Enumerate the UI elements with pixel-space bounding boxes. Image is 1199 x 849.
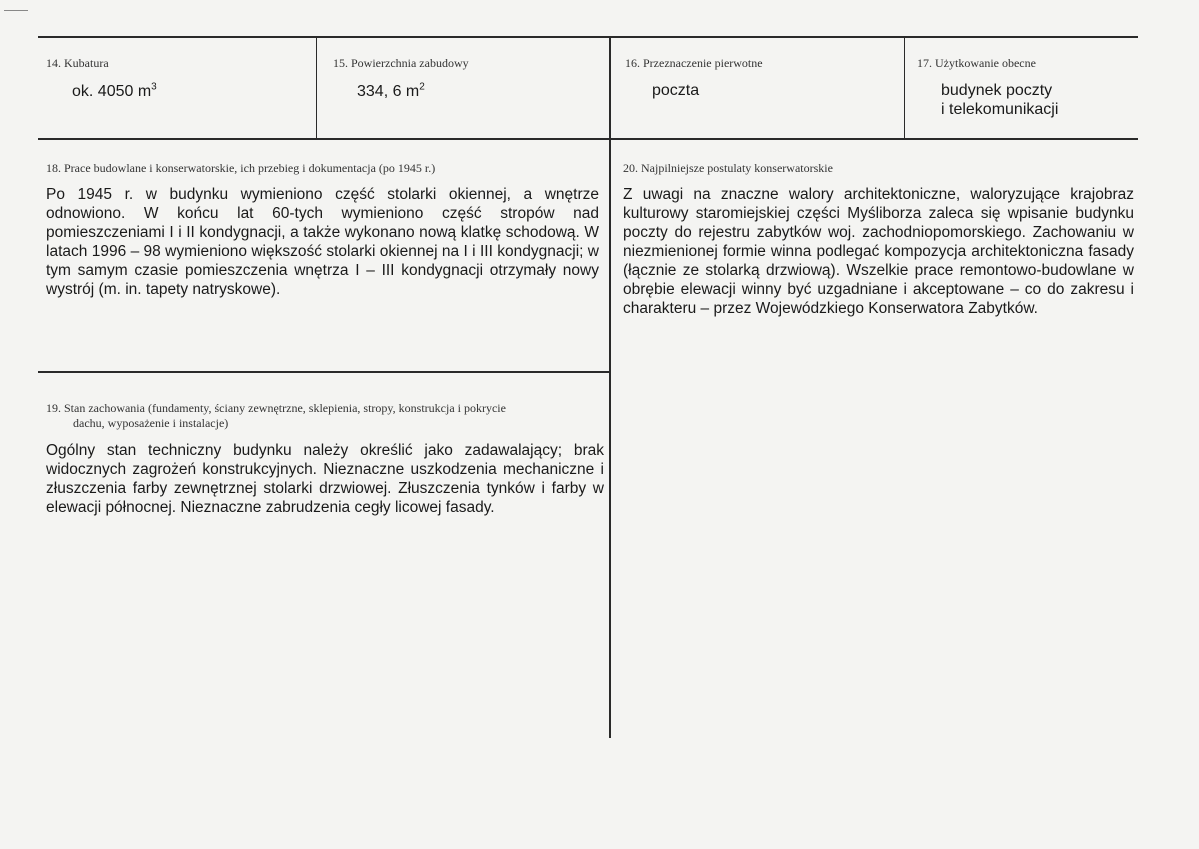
kubatura-value-sup: 3 (151, 81, 157, 93)
cell-divider-2 (609, 36, 611, 738)
powierzchnia-value-main: 334, 6 m (357, 83, 420, 100)
powierzchnia-value-sup: 2 (419, 81, 425, 93)
uzytkowanie-label: 17. Użytkowanie obecne (917, 56, 1036, 70)
przeznaczenie-value: poczta (652, 82, 700, 99)
uzytkowanie-value-line1: budynek poczty (941, 82, 1053, 99)
corner-mark (4, 10, 28, 11)
kubatura-value (72, 82, 157, 101)
cell-divider-1 (316, 36, 317, 140)
header-row-bottom-rule (38, 138, 1138, 140)
kubatura-value-main: ok. 4050 m (72, 83, 152, 100)
uzytkowanie-value-line2: i telekomunikacji (941, 101, 1059, 118)
top-rule (38, 36, 1138, 38)
prace-label: 18. Prace budowlane i konserwatorskie, ich przebieg i dokumentacja (po 1945 r.) (46, 161, 436, 175)
stan-label-line1: 19. Stan zachowania (fundamenty, ściany zewnętrzne, sklepienia, stropy, konstrukcja i pokrycie (46, 401, 506, 415)
stan-label-line2: dachu, wyposażenie i instalacje) (73, 416, 229, 430)
postulaty-text: Z uwagi na znaczne walory architektoniczne, waloryzujące krajobraz kulturowy staromiejskiej części Myśliborza zaleca się wpisanie budynku poczty do rejestru zabytków woj. zachodniopomorskiego. Zachowaniu w niezmienionej formie winna podlegać kompozycja architektoniczna fasady (łącznie ze stolarką drzwiową). Wszelkie prace remontowo-budowlane w obrębie elewacji winny być uzgadniane i akceptowane – co do zakresu i charakteru – przez Wojewódzkiego Konserwatora Zabytków. (623, 186, 1134, 317)
cell-divider-3 (904, 36, 905, 140)
postulaty-label: 20. Najpilniejsze postulaty konserwatorskie (623, 161, 833, 175)
kubatura-label: 14. Kubatura (46, 56, 109, 70)
przeznaczenie-label: 16. Przeznaczenie pierwotne (625, 56, 763, 70)
prace-text: Po 1945 r. w budynku wymieniono część stolarki okiennej, a wnętrze odnowiono. W końcu lat 60-tych wymieniono część stropów nad pomieszczeniami I i II kondygnacji, a także wykonano nową klatkę schodową. W latach 1996 – 98 wymieniono większość stolarki okiennej na I i III kondygnacji; w tym samym czasie pomieszczenia wnętrza I – III kondygnacji otrzymały nowy wystrój (m. in. tapety natryskowe). (46, 186, 599, 298)
powierzchnia-value (357, 82, 425, 101)
stan-text: Ogólny stan techniczny budynku należy określić jako zadawalający; brak widocznych zagrożeń konstrukcyjnych. Nieznaczne uszkodzenia mechaniczne i złuszczenia farby zewnętrznej stolarki drzwiowej. Złuszczenia tynków i farby w elewacji północnej. Nieznaczne zabrudzenia cegły licowej fasady. (46, 442, 604, 516)
powierzchnia-label: 15. Powierzchnia zabudowy (333, 56, 469, 70)
left-section-divider (38, 371, 610, 373)
